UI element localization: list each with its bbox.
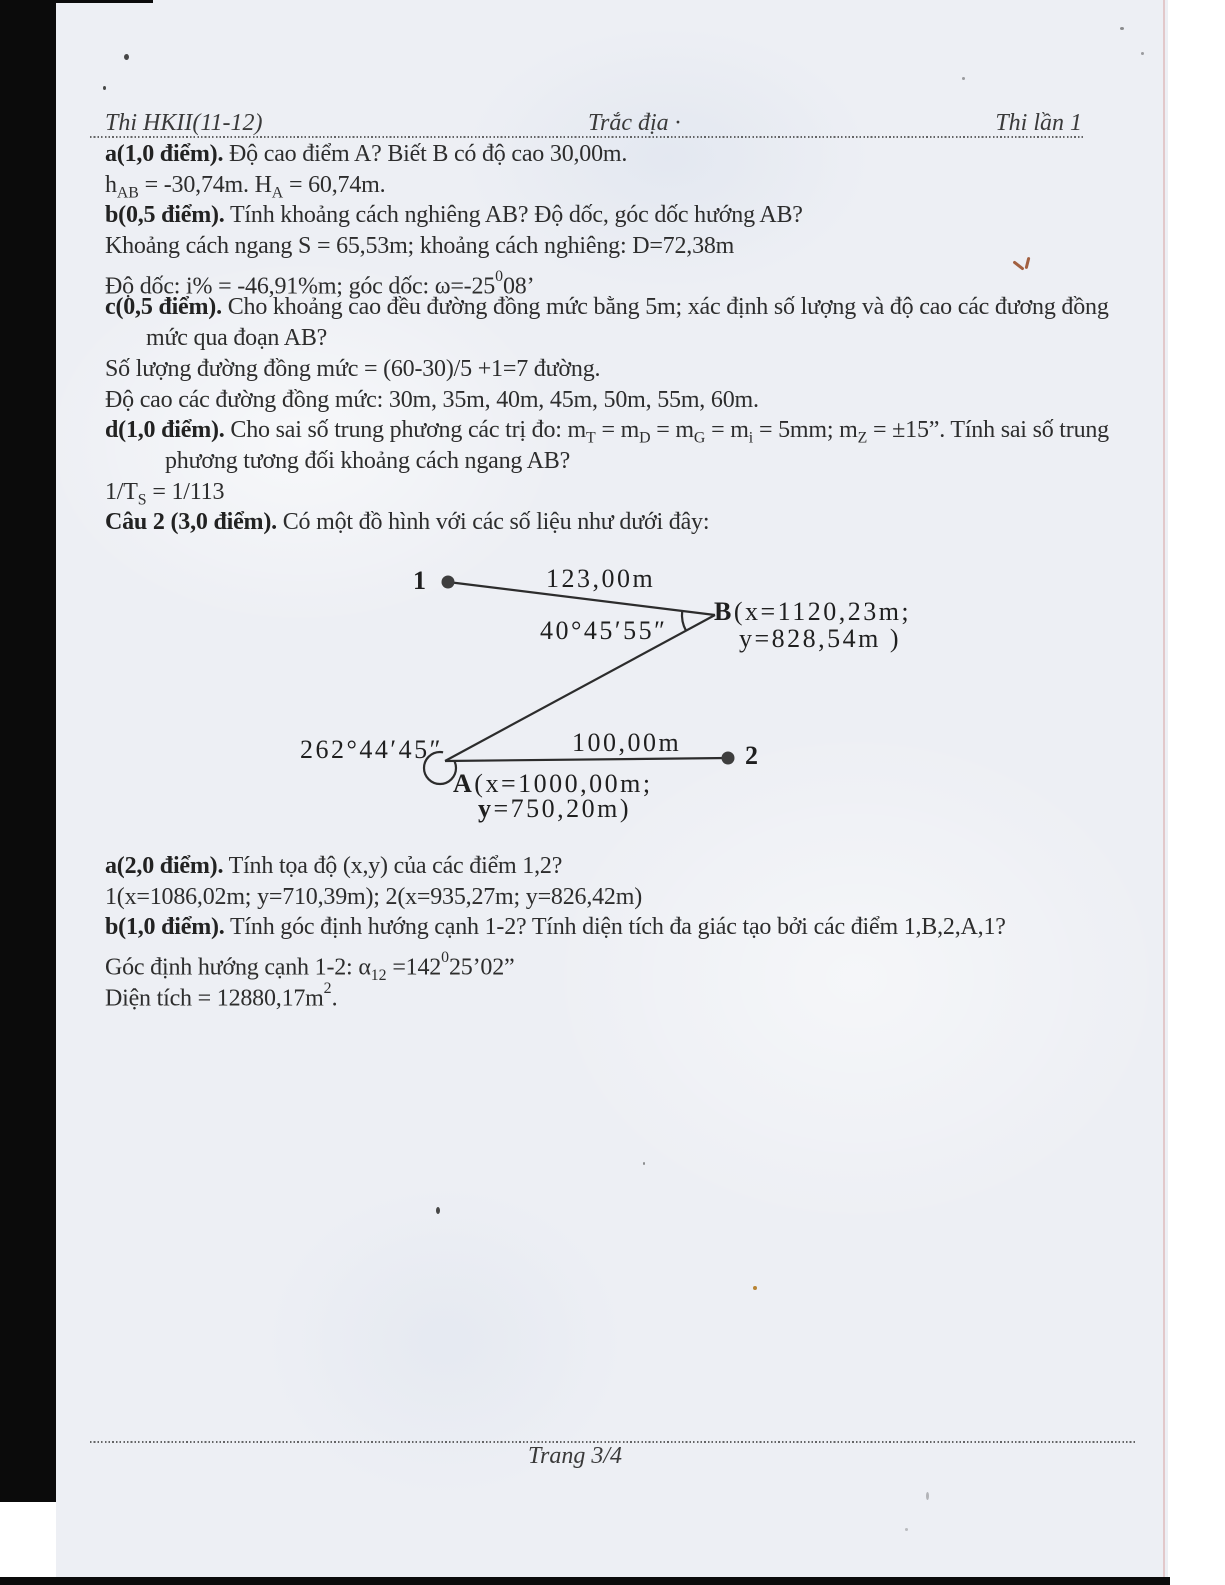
point-B-coords-line2: y=828,54m ) [739, 624, 902, 653]
ink-speck [753, 1286, 757, 1290]
ink-speck [962, 77, 965, 80]
distance-1B-label: 123,00m [546, 564, 656, 593]
text-line: 1(x=1086,02m; y=710,39m); 2(x=935,27m; y=826,42m) [105, 883, 642, 910]
point-A-coords-line1: A(x=1000,00m; [453, 769, 653, 798]
ink-speck [124, 54, 129, 60]
traverse-diagram [0, 540, 980, 856]
answer-block-1 [105, 139, 1109, 538]
scan-border-top [0, 0, 153, 3]
ink-speck [905, 1528, 908, 1531]
text-line: Câu 2 (3,0 điểm). Có một đồ hình với các số liệu như dưới đây: [105, 509, 710, 536]
angle-arc-at-B [682, 611, 686, 631]
ink-speck [1120, 27, 1124, 30]
text-line: c(0,5 điểm). Cho khoảng cao đều đường đồng mức bằng 5m; xác định số lượng và độ cao các đương đồng [105, 294, 1109, 321]
ink-speck [436, 1207, 440, 1214]
page-number: Trang 3/4 [527, 1443, 623, 1469]
point-2-dot [722, 752, 735, 765]
point-B-coords-line1: B(x=1120,23m; [714, 597, 912, 626]
text-line: $h_{AB} = -30,74m$. $H_A = 60,74m$. [105, 171, 386, 202]
header-exam-session: Thi HKII(11-12) [105, 110, 263, 136]
header-dotted-rule [90, 136, 1083, 138]
header-attempt: Thi lần 1 [995, 110, 1082, 136]
text-line: Góc định hướng cạnh 1-2: $\alpha_{12}$ $=142^025’02$” [105, 949, 515, 984]
text-line: a(1,0 điểm). Độ cao điểm A? Biết B có độ cao 30,00m. [105, 141, 628, 167]
answer-block-2 [105, 851, 1006, 1012]
line-A-to-2 [445, 758, 728, 761]
ink-speck [643, 1162, 645, 1165]
text-line: Độ cao các đường đồng mức: 30m, 35m, 40m, 45m, 50m, 55m, 60m. [105, 386, 759, 413]
text-line: Độ dốc: i% = -46,91%m; góc dốc: $\omega=-25^008$’ [105, 267, 535, 300]
text-line: d(1,0 điểm). Cho sai số trung phương các trị đo: $m_T = m_D = m_G = m_i = 5mm$; $m_Z = \pm 15$”. Tính sai số trung [105, 417, 1109, 447]
text-line: a(2,0 điểm). Tính tọa độ (x,y) của các điểm 1,2? [105, 853, 563, 879]
header-subject: Trắc địa · [588, 110, 681, 136]
text-line: Khoảng cách ngang S = 65,53m; khoảng cách nghiêng: D=72,38m [105, 233, 735, 260]
distance-A2-label: 100,00m [572, 728, 682, 757]
text-line: b(1,0 điểm). Tính góc định hướng cạnh 1-2? Tính diện tích đa giác tạo bởi các điểm 1,B,2,A,1? [105, 914, 1006, 941]
text-line: phương tương đối khoảng cách ngang AB? [165, 447, 571, 474]
page-footer [0, 1443, 1150, 1470]
text-line: Diện tích = $12880,17m^2$. [105, 979, 338, 1012]
paper-right-edge [1163, 0, 1165, 1578]
page-header [105, 110, 1090, 136]
angle-B-label: 40°45′55″ [540, 616, 668, 645]
point-2-label: 2 [745, 741, 758, 770]
ink-speck [926, 1492, 929, 1500]
text-line: mức qua đoạn AB? [146, 325, 328, 352]
text-line: $1/T_S = 1/113$ [105, 478, 225, 509]
scan-border-bottom [0, 1577, 1170, 1585]
ink-speck [103, 86, 106, 90]
text-line: b(0,5 điểm). Tính khoảng cách nghiêng AB? Độ dốc, góc dốc hướng AB? [105, 202, 803, 229]
point-1-dot [442, 576, 455, 589]
point-1-label: 1 [413, 566, 426, 595]
ink-speck [1141, 52, 1144, 55]
text-line: Số lượng đường đồng mức = (60-30)/5 +1=7 đường. [105, 355, 601, 382]
angle-A-label: 262°44′45″ [300, 735, 443, 764]
point-A-coords-line2: y=750,20m) [478, 794, 632, 823]
